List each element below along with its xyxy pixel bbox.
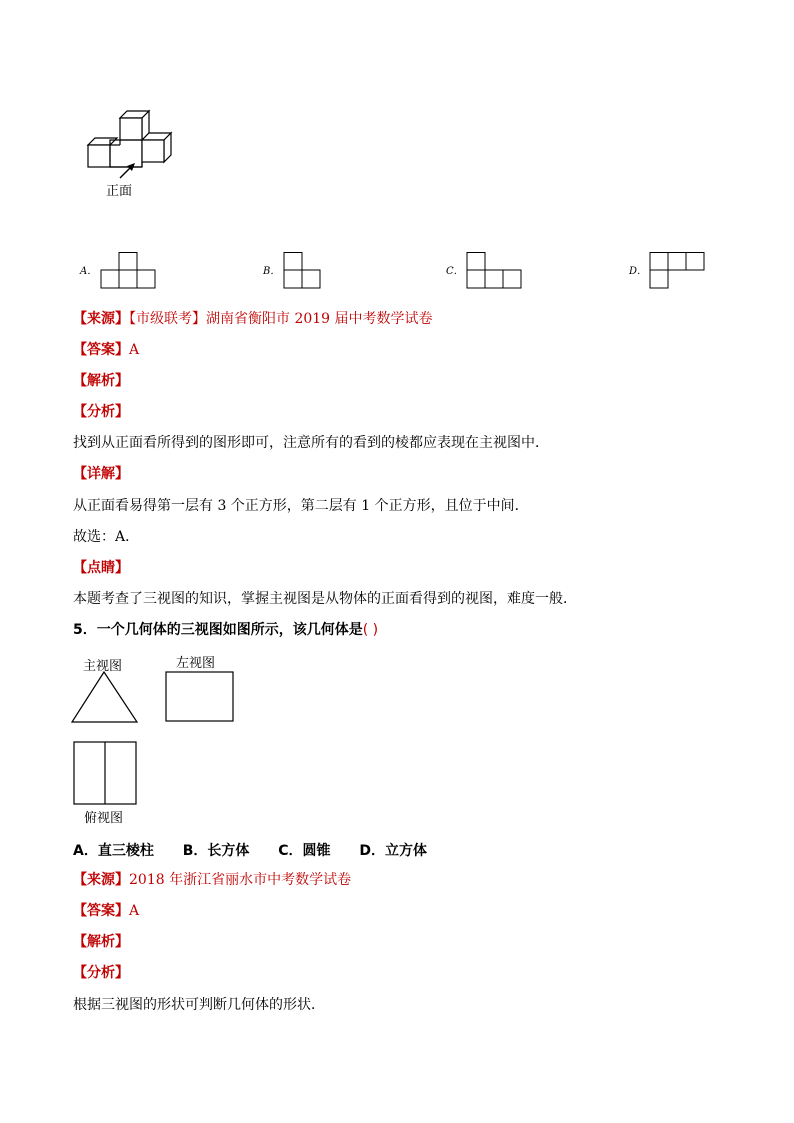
choice-c[interactable]: C．圆锥 — [278, 843, 331, 859]
q5-answer-tag: 【答案】 — [73, 903, 129, 919]
q5-question-line — [73, 621, 378, 639]
q5-source-tag: 【来源】 — [73, 872, 129, 888]
q4-guxuan-text: 故选：A． — [73, 529, 140, 545]
q4-analysis-line — [73, 372, 129, 390]
q4-analysis-tag: 【解析】 — [73, 373, 129, 389]
front-label: 正面 — [106, 184, 133, 199]
q5-answer-line — [73, 902, 139, 920]
choice-b[interactable]: B．长方体 — [182, 843, 250, 859]
left-view-rectangle — [164, 670, 236, 724]
q5-question-text: 5．一个几何体的三视图如图所示，该几何体是 — [73, 622, 363, 638]
option-d-figure — [649, 252, 709, 292]
q4-fenxi-text: 找到从正面看所得到的图形即可，注意所有的看到的棱都应表现在主视图中． — [73, 435, 549, 451]
q4-xiangjie-tag: 【详解】 — [73, 466, 129, 482]
q4-xiangjie-text: 从正面看易得第一层有 3 个正方形，第二层有 1 个正方形，且位于中间． — [73, 498, 529, 514]
q4-dianjing-line — [73, 559, 129, 577]
front-view-triangle — [70, 670, 140, 726]
q5-paren: ( ) — [362, 622, 379, 638]
q4-answer-text: A — [129, 342, 140, 358]
top-view-rectangle — [72, 740, 140, 808]
q4-fenxi-line — [73, 403, 129, 421]
front-view-label: 主视图 — [83, 659, 123, 674]
q4-source-line — [73, 310, 433, 328]
q5-analysis-tag: 【解析】 — [73, 934, 129, 950]
q4-xiangjie-line — [73, 465, 129, 483]
q4-dianjing-text: 本题考查了三视图的知识，掌握主视图是从物体的正面看得到的视图，难度一般． — [73, 591, 577, 607]
q4-fenxi-tag: 【分析】 — [73, 404, 129, 420]
left-view-label: 左视图 — [176, 656, 216, 671]
top-view-label: 俯视图 — [84, 811, 124, 826]
option-b-letter: B． — [263, 266, 281, 277]
q4-source-text: 【市级联考】湖南省衡阳市 2019 届中考数学试卷 — [129, 311, 433, 327]
option-c-figure — [466, 252, 526, 292]
q5-analysis-line — [73, 933, 129, 951]
option-a-figure — [100, 252, 160, 292]
q5-fenxi-line — [73, 964, 129, 982]
choice-a[interactable]: A．直三棱柱 — [73, 843, 154, 859]
option-d-letter: D． — [629, 266, 648, 277]
q5-source-line — [73, 871, 351, 889]
q4-dianjing-tag: 【点睛】 — [73, 560, 129, 576]
option-a-letter: A． — [80, 266, 98, 277]
q4-source-tag: 【来源】 — [73, 311, 129, 327]
option-b-figure — [283, 252, 323, 292]
q4-answer-line — [73, 341, 139, 359]
q4-answer-tag: 【答案】 — [73, 342, 129, 358]
cube-stack-figure — [80, 100, 190, 200]
q5-choices — [73, 840, 451, 860]
option-c-letter: C． — [446, 266, 464, 277]
choice-d[interactable]: D．立方体 — [359, 843, 428, 859]
q5-fenxi-tag: 【分析】 — [73, 965, 129, 981]
q5-source-text: 2018 年浙江省丽水市中考数学试卷 — [129, 872, 352, 888]
q5-answer-text: A — [129, 903, 140, 919]
q5-fenxi-text: 根据三视图的形状可判断几何体的形状． — [73, 997, 325, 1013]
